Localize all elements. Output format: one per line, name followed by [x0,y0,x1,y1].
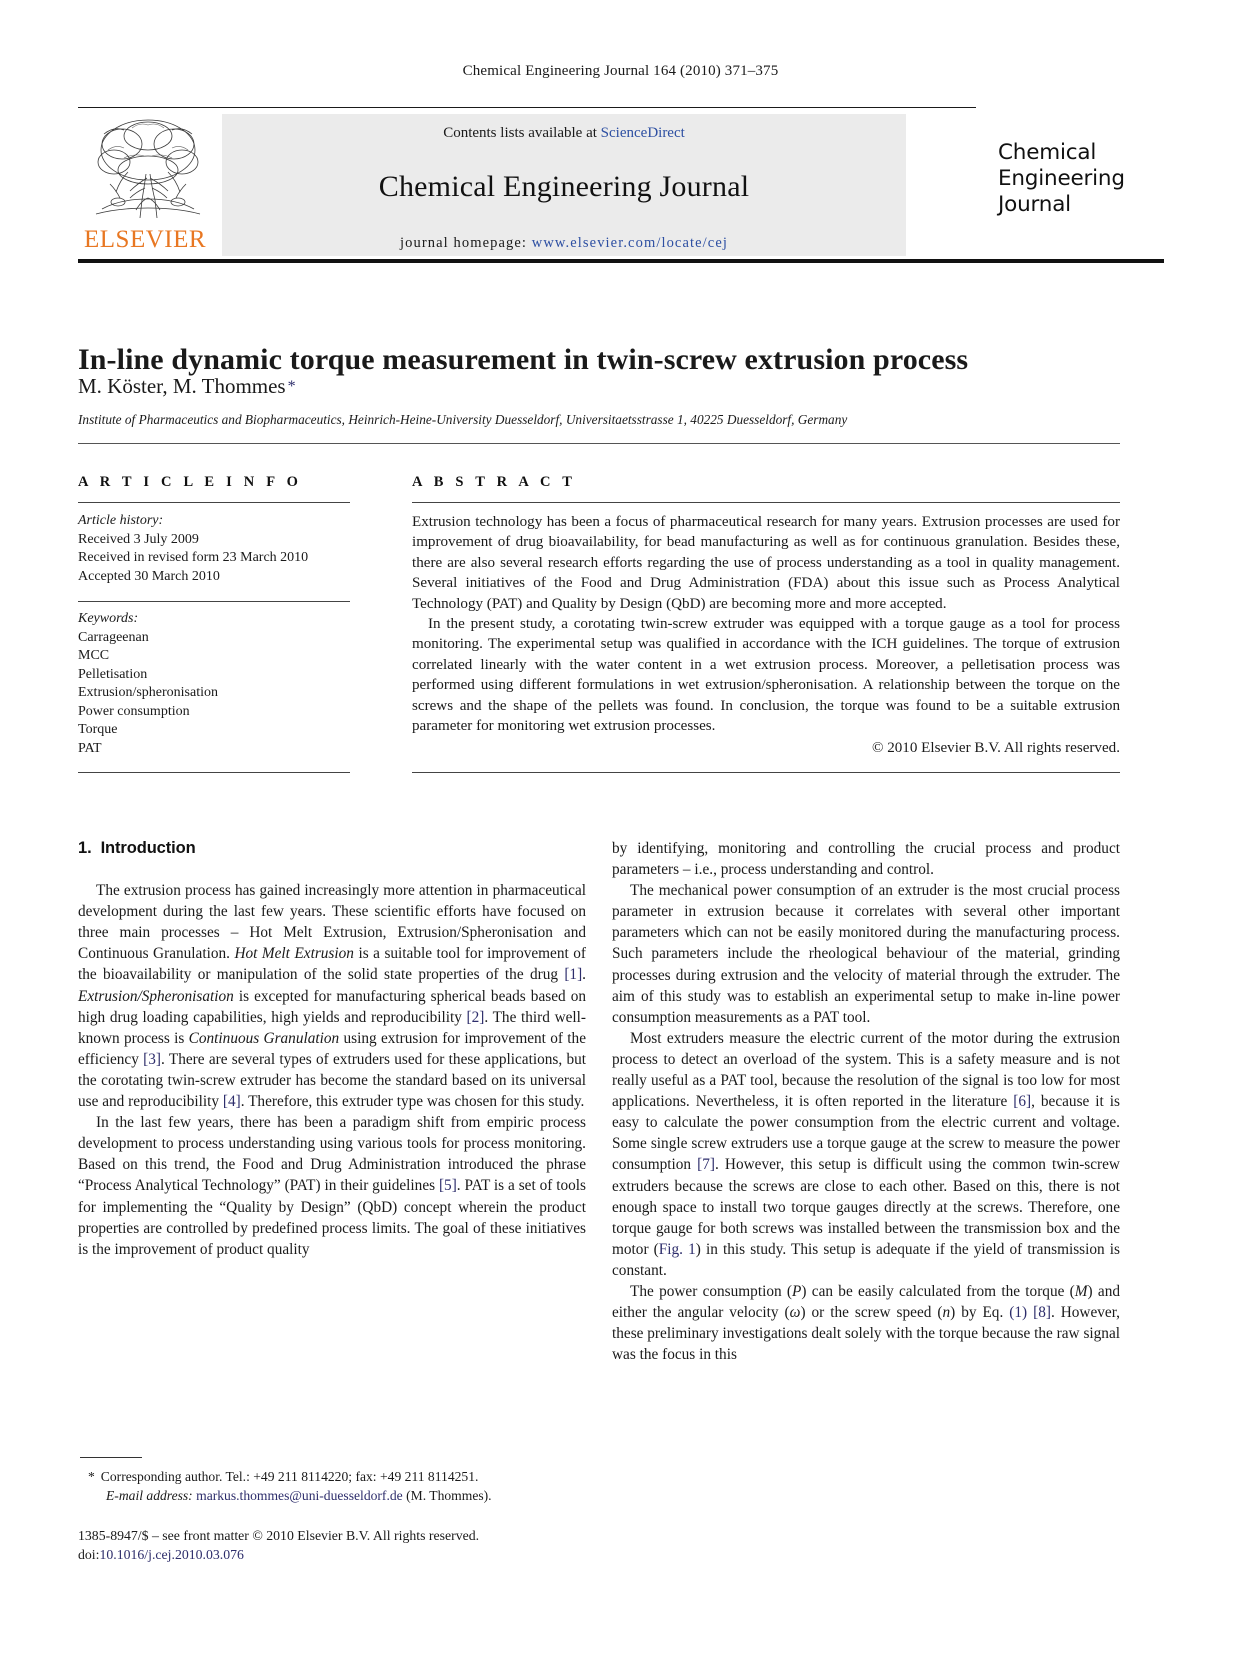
emphasis-run: M [1074,1282,1088,1300]
text-run: The power consumption ( [630,1282,793,1300]
text-run: , because it is easy to calculate the power consumption from the electric current and voltage. Some single screw extruders use a torque gauge at the screw to measure the power consumption [612,1093,1120,1174]
footnote-marker: * [88,1469,95,1484]
keyword-item: PAT [78,740,102,756]
article-info-column [78,474,350,758]
text-run: using extrusion for improvement of the efficiency [78,1029,586,1068]
masthead-bottom-rule [78,259,1164,263]
keywords-label: Keywords: [78,611,139,626]
history-item: Received 3 July 2009 [78,531,199,547]
abstract-column [412,474,1120,759]
text-run: The extrusion process has gained increasingly more attention in pharmaceutical development during the last few years. These scientific efforts have focused on three main processes – Hot Melt Extrusion, Extrusion/Spheronisation and Continuous Granulation. [78,882,586,963]
keyword-item: Torque [78,722,118,737]
emphasis-run: n [942,1304,951,1322]
citation-link[interactable]: [1] [564,966,583,984]
affiliation: Institute of Pharmaceutics and Biopharmaceutics, Heinrich-Heine-University Duesseldorf, Universitaetsstrasse 1, 40225 Duesseldorf, Germany [78,412,848,427]
text-run: is excepted for manufacturing spherical beads based on high drug loading capabilities, high yields and reproducibility [78,987,586,1026]
abstract-paragraph: Extrusion technology has been a focus of pharmaceutical research for many years. Extrusion processes are used for improvement of drug bioavailability, for bead manufacturing as well as for continuous granulation. Besides these, there are also several research efforts regarding the use of process understanding as a tool in quality management. Several initiatives of the Food and Drug Administration (FDA) about this issue such as Process Analytical Technology (PAT) and Quality by Design (QbD) are becoming more and more accepted. [412,514,1120,612]
body-column-left [78,838,586,1260]
section-title: Introduction [100,839,196,857]
cover-line-3: Journal [998,192,1071,217]
author-list [78,374,296,399]
journal-cover-logo [998,140,1168,218]
abstract-copyright: © 2010 Elsevier B.V. All rights reserved. [871,740,1120,757]
abstract-heading: A B S T R A C T [412,474,577,490]
body-paragraph: by identifying, monitoring and controlling the crucial process and product parameters – i.e., process understanding and control. [612,840,1120,879]
issn-front-matter-line: 1385-8947/$ – see front matter © 2010 Elsevier B.V. All rights reserved. [78,1528,480,1543]
homepage-label: journal homepage: [400,235,532,251]
article-history-block [78,512,350,586]
article-history-label: Article history: [78,513,164,528]
text-run: . [582,966,586,984]
emphasis-run: P [792,1282,802,1300]
emphasis-run: Hot Melt Extrusion [234,945,354,963]
cover-line-2: Engineering [998,166,1125,191]
body-paragraph [78,1112,586,1260]
figure-reference-link[interactable]: Fig. 1 [658,1240,696,1258]
running-head: Chemical Engineering Journal 164 (2010) 371–375 [462,63,779,79]
keywords-block [78,610,350,758]
doi-label: doi: [78,1547,100,1562]
affiliation-rule [78,443,1120,444]
email-suffix: (M. Thommes). [406,1488,492,1503]
footnote-separator-rule [80,1457,142,1458]
text-run: ) in this study. This setup is adequate if the yield of transmission is constant. [612,1240,1120,1279]
text-run: ) can be easily calculated from the torque ( [801,1282,1075,1300]
article-info-rule [78,502,350,503]
text-run: . The third well-known process is [78,1008,586,1047]
corresponding-author-footnote [88,1467,588,1505]
keyword-item: Power consumption [78,703,190,719]
citation-link[interactable]: [8] [1033,1304,1051,1322]
contents-available-line [222,114,906,142]
text-run: ) by Eq. [950,1304,1010,1322]
doi-line [78,1545,638,1564]
journal-title: Chemical Engineering Journal [378,170,750,203]
article-title: In-line dynamic torque measurement in twin-screw extrusion process [78,343,969,377]
text-run: . There are several types of extruders used for these applications, but the corotating twin-screw extruder has become the standard based on its universal use and reproducibility [78,1050,586,1111]
history-item: Accepted 30 March 2010 [78,568,220,584]
section-number: 1. [78,839,92,857]
imprint-block [78,1526,638,1564]
text-run: In the last few years, there has been a paradigm shift from empiric process development to process understanding using various tools for process monitoring. Based on this trend, the Food and Drug Administration introduced the phrase “Process Analytical Technology” (PAT) in their guidelines [78,1114,586,1195]
citation-link[interactable]: [7] [697,1156,715,1174]
sciencedirect-link[interactable]: ScienceDirect [600,125,685,141]
contents-prefix: Contents lists available at [443,125,601,141]
body-paragraph [78,880,586,1112]
citation-link[interactable]: [6] [1013,1093,1032,1111]
history-item: Received in revised form 23 March 2010 [78,550,309,565]
citation-link[interactable]: [2] [466,1008,485,1026]
journal-homepage-line [222,235,906,252]
elsevier-tree-icon [88,114,208,226]
author-names: M. Köster, M. Thommes [78,374,286,398]
elsevier-wordmark: ELSEVIER [84,226,207,253]
abstract-bottom-rule [412,772,1120,773]
text-run: ) or the screw speed ( [800,1304,943,1322]
keyword-item: Carrageenan [78,629,149,645]
info-spacer [78,586,350,601]
section-heading-introduction [78,838,586,859]
body-paragraph [612,1028,1120,1281]
abstract-rule [412,502,1120,503]
footnote-email-line [106,1486,588,1505]
corresponding-author-marker: * [287,378,296,395]
equation-reference-link[interactable]: (1) [1009,1304,1028,1322]
text-run: . However, these preliminary investigations dealt solely with the torque because the raw signal was the focus in this [612,1304,1121,1364]
citation-link[interactable]: [4] [222,1093,241,1111]
emphasis-run: ω [789,1304,801,1322]
text-run: is a suitable tool for improvement of the bioavailability or manipulation of the solid state properties of the drug [78,945,586,984]
text-run: ) and either the angular velocity ( [612,1282,1121,1322]
keyword-item: Extrusion/spheronisation [78,685,218,700]
abstract-body [412,512,1120,759]
journal-masthead [78,107,1164,256]
keyword-item: MCC [78,648,110,663]
text-run: . PAT is a set of tools for implementing the “Quality by Design” (QbD) concept wherein the product properties are controlled by predefined process limits. The goal of these initiatives is the improvement of product quality [78,1177,586,1258]
body-column-right [612,838,1120,1365]
emphasis-run: Continuous Granulation [188,1029,340,1047]
body-paragraph: The mechanical power consumption of an extruder is the most crucial process parameter in extrusion because it correlates with several other important parameters which can not be easily monitored during the manufacturing process. Such parameters include the rheological behaviour of the material, grinding processes during extrusion and the velocity of material through the extruder. The aim of this study was to establish an experimental setup to make in-line power consumption measurements as a PAT tool. [612,882,1120,1026]
keywords-rule [78,601,350,602]
citation-link[interactable]: [3] [143,1050,162,1068]
abstract-paragraph: In the present study, a corotating twin-screw extruder was equipped with a torque gauge as a tool for process monitoring. The experimental setup was qualified in accordance with the ICH guidelines. The torque of extrusion correlated linearly with the water content in a wet extrusion process. Moreover, a pelletisation process was performed using different formulations in wet extrusion/spheronisation. A relationship between the torque on the screws and the shape of the pellets was found. In conclusion, the torque was found to be a suitable extrusion parameter for monitoring wet extrusion processes. [412,616,1120,735]
article-info-bottom-rule [78,772,350,773]
text-run: . Therefore, this extruder type was chosen for this study. [240,1093,585,1111]
emphasis-run: Extrusion/Spheronisation [78,987,234,1005]
elsevier-logo [82,114,218,256]
article-info-heading: A R T I C L E I N F O [78,474,303,490]
body-paragraph [612,1281,1120,1365]
sciencedirect-banner [222,114,906,256]
cover-line-1: Chemical [998,140,1097,165]
text-run: . However, this setup is difficult using the common twin-screw extruders because the screws are close to each other. Based on this, there is not enough space to install two torque gauges directly at the screws. Therefore, one torque gauge for both screws was installed between the transmission box and the motor ( [612,1156,1120,1258]
email-link[interactable]: markus.thommes@uni-duesseldorf.de [196,1488,403,1503]
citation-link[interactable]: [5] [438,1177,457,1195]
doi-link[interactable]: 10.1016/j.cej.2010.03.076 [99,1547,244,1562]
keyword-item: Pelletisation [78,666,148,682]
text-run: Most extruders measure the electric current of the motor during the extrusion process to detect an overload of the system. This is a safety measure and is not really useful as a PAT tool, because the resolution of the signal is too low for most applications. Nevertheless, it is often reported in the literature [612,1029,1120,1111]
email-label: E-mail address: [106,1488,193,1503]
footnote-contact-line: Corresponding author. Tel.: +49 211 8114220; fax: +49 211 8114251. [100,1469,479,1484]
homepage-url-link[interactable]: www.elsevier.com/locate/cej [531,235,728,251]
